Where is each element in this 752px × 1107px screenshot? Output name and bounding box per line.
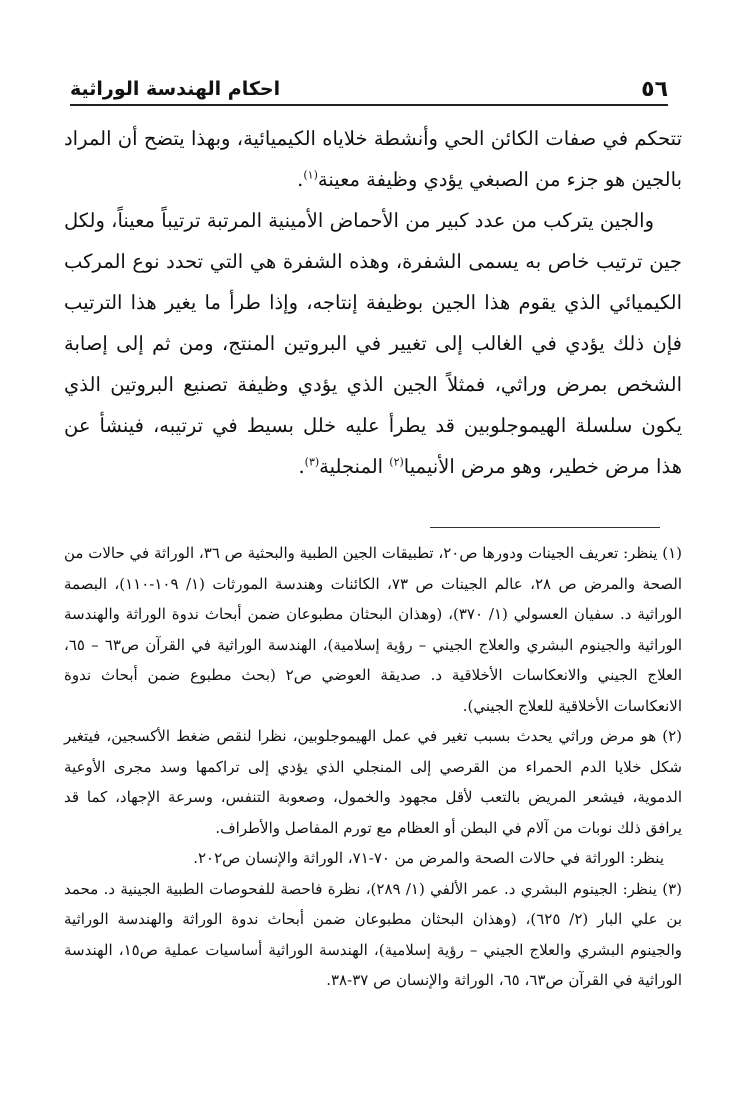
paragraph-1-text: تتحكم في صفات الكائن الحي وأنشطة خلاياه الكيميائية، وبهذا يتضح أن المراد بالجين هو جزء من الصبغي يؤدي وظيفة معينة xyxy=(64,127,682,191)
main-text xyxy=(64,118,682,487)
paragraph-2-text-b: المنجلية xyxy=(319,455,390,478)
footnote-2: (٢) هو مرض وراثي يحدث بسبب تغير في عمل الهيموجلوبين، نظرا لنقص ضغط الأكسجين، فيتغير شكل خلايا الدم الحمراء من القرصي إلى المنجلي الذي يؤدي إلى تراكمها وسد مجرى الأوعية الدموية، فيشعر المريض بالتعب لأقل مجهود والخمول، وصعوبة التنفس، وسرعة الإجهاد، كما قد يرافق ذلك نوبات من آلام في البطن أو العظام مع تورم المفاصل والأطراف. xyxy=(64,727,682,837)
paragraph-1-end: . xyxy=(297,168,304,191)
footnote-3: (٣) ينظر: الجينوم البشري د. عمر الألفي (١/ ٢٨٩)، نظرة فاحصة للفحوصات الطبية الجينية د. محمد بن علي البار (٢/ ٦٢٥)، (وهذان البحثان مطبوعان ضمن أبحاث ندوة الوراثة والهندسة الوراثية والجينوم البشري والعلاج الجيني – رؤية إسلامية)، الهندسة الوراثية أساسيات عملية ص١٥، الهندسة الوراثية في القرآن ص٦٣، ٦٥، الوراثة والإنسان ص ٣٧-٣٨. xyxy=(64,879,683,989)
paragraph-2-end: . xyxy=(298,455,305,478)
paragraph-2 xyxy=(64,200,682,487)
footnote-ref-2: (٢) xyxy=(389,455,404,469)
footnote-ref-3: (٣) xyxy=(304,455,320,469)
footnote-ref-1: (١) xyxy=(303,168,318,182)
footnote-separator xyxy=(430,527,660,528)
footnotes xyxy=(64,538,682,996)
page-number: ٥٦ xyxy=(641,77,668,102)
page-header xyxy=(70,72,668,106)
paragraph-1 xyxy=(64,118,682,200)
running-title: احكام الهندسة الوراثية xyxy=(70,78,281,100)
footnote-2-continuation: ينظر: الوراثة في حالات الصحة والمرض من ٧٠-٧١، الوراثة والإنسان ص٢٠٢. xyxy=(193,849,664,867)
footnote-1: (١) ينظر: تعريف الجينات ودورها ص٢٠، تطبيقات الجين الطبية والبحثية ص ٣٦، الوراثة في حالات من الصحة والمرض ص ٢٨، عالم الجينات ص ٧٣، الكائنات وهندسة المورثات (١/ ١٠٩-١١٠)، البصمة الوراثية د. سفيان العسولي (١/ ٣٧٠)، (وهذان البحثان مطبوعان ضمن أبحاث ندوة الوراثة والهندسة الوراثية والجينوم البشري والعلاج الجيني – رؤية إسلامية)، الهندسة الوراثية في القرآن ص٦٣ – ٦٥، العلاج الجيني والانعكاسات الأخلاقية د. صديقة العوضي ص٢ (بحث مطبوع ضمن أبحاث ندوة الانعكاسات الأخلاقية للعلاج الجيني). xyxy=(64,544,683,715)
paragraph-2-text-a: والجين يتركب من عدد كبير من الأحماض الأمينية المرتبة ترتيباً معيناً، ولكل جين ترتيب خاص به يسمى الشفرة، وهذه الشفرة هي التي تحدد نوع المركب الكيميائي الذي يقوم هذا الجين بوظيفة إنتاجه، وإذا طرأ ما يغير هذا الترتيب فإن ذلك يؤدي في الغالب إلى تغيير في البروتين المنتج، ومن ثم إلى إصابة الشخص بمرض وراثي، فمثلاً الجين الذي يؤدي وظيفة تصنيع البروتين الذي يكون سلسلة الهيموجلوبين قد يطرأ عليه خلل بسيط في ترتيبه، فينشأ عن هذا مرض خطير، وهو مرض الأنيميا xyxy=(64,209,682,478)
